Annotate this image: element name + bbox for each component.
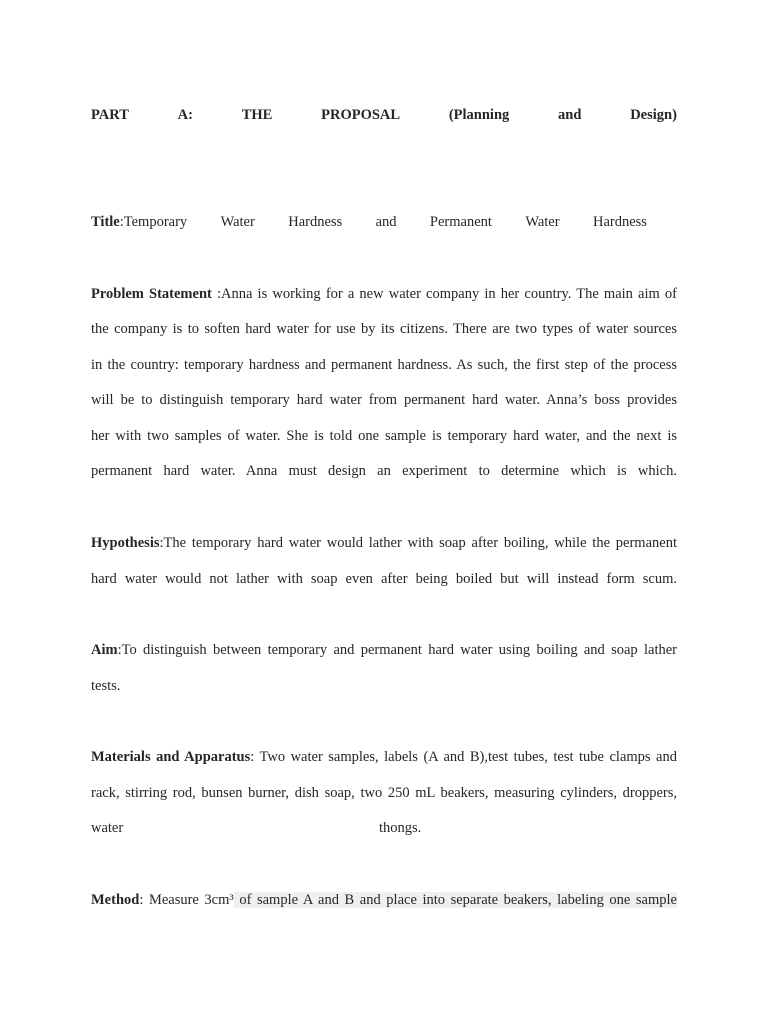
hypothesis-text: :The temporary hard water would lather with soap after boiling, while the permanent [159, 535, 677, 551]
heading-word: Design) [630, 107, 677, 123]
hypothesis-label: Hypothesis [91, 535, 160, 551]
title-word: Permanent [429, 214, 492, 230]
materials-line: rack, stirring rod, bunsen burner, dish soap, two 250 mL beakers, measuring cylinders, droppers, [91, 785, 677, 801]
heading-word: PROPOSAL [321, 107, 401, 123]
title-word: Water [220, 214, 255, 230]
problem-statement-line: will be to distinguish temporary hard water from permanent hard water. Anna’s boss provides [91, 392, 677, 408]
aim-text: :To distinguish between temporary and permanent hard water using boiling and soap lather [117, 642, 677, 658]
method-text: : Measure 3cm³ [139, 892, 234, 908]
hypothesis-line: hard water would not lather with soap even after being boiled but will instead form scum. [91, 571, 677, 587]
problem-statement-line: the company is to soften hard water for use by its citizens. There are two types of water sources [91, 321, 677, 337]
problem-statement-line: her with two samples of water. She is told one sample is temporary hard water, and the next is [91, 428, 677, 444]
materials-word: water [91, 820, 124, 836]
section-heading [91, 105, 677, 125]
heading-word: and [558, 107, 582, 123]
problem-statement-line [91, 284, 677, 304]
materials-word: thongs. [379, 820, 422, 836]
title-word: Temporary [123, 214, 188, 230]
aim-line: tests. [91, 678, 121, 694]
title-word: Hardness [592, 214, 647, 230]
title-word: Hardness [288, 214, 343, 230]
heading-word: THE [241, 107, 273, 123]
method-label: Method [91, 892, 140, 908]
heading-word: A: [177, 107, 193, 123]
problem-statement-line: permanent hard water. Anna must design an experiment to determine which is which. [91, 463, 677, 479]
title-label: Title [91, 214, 120, 230]
problem-statement-text: :Anna is working for a new water company in her country. The main aim of [211, 286, 677, 302]
materials-line [91, 818, 677, 838]
method-highlighted-text: of sample A and B and place into separate beakers, labeling one sample [233, 892, 677, 908]
title-separator: : [119, 214, 124, 230]
materials-line [91, 747, 677, 767]
aim-line [91, 640, 677, 660]
title-line [91, 212, 647, 232]
hypothesis-line [91, 533, 677, 553]
problem-statement-line: in the country: temporary hardness and permanent hardness. As such, the first step of the process [91, 357, 677, 373]
materials-text: : Two water samples, labels (A and B),test tubes, test tube clamps and [250, 749, 677, 765]
aim-label: Aim [91, 642, 118, 658]
problem-statement-label: Problem Statement [91, 286, 212, 302]
method-line [91, 890, 677, 910]
title-word: and [375, 214, 397, 230]
heading-word: PART [91, 107, 129, 123]
materials-label: Materials and Apparatus [91, 749, 251, 765]
title-word: Water [525, 214, 560, 230]
heading-word: (Planning [448, 107, 510, 123]
